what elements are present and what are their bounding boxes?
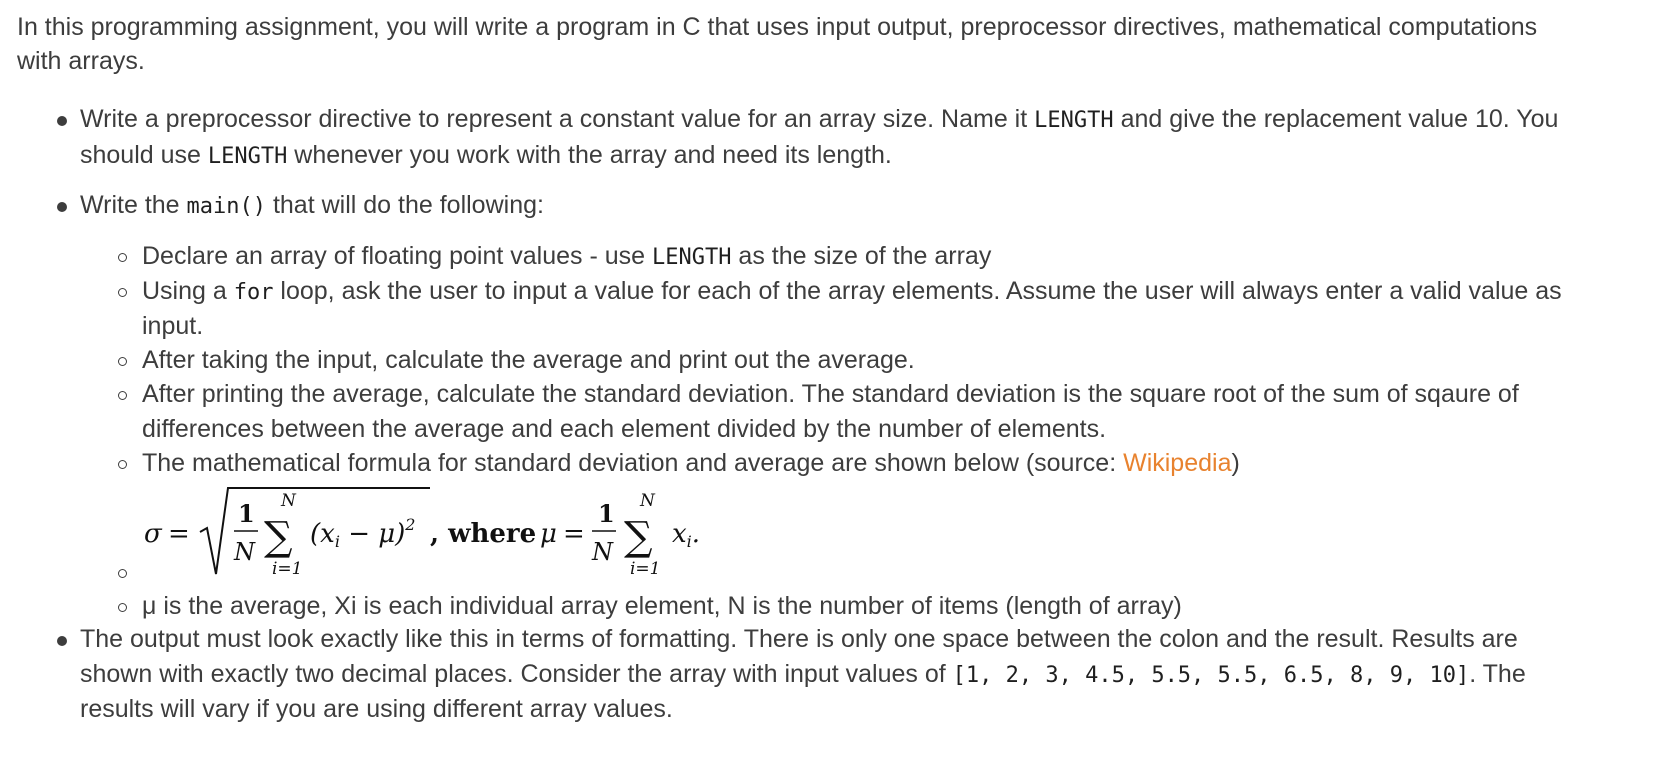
bullet-disc-icon — [57, 636, 67, 646]
sum-lower-limit: i=1 — [272, 559, 303, 579]
frac-numerator: 1 — [598, 499, 615, 528]
bullet1-text-d: whenever you work with the array and need its length. — [287, 141, 892, 169]
bullet-circle-icon — [118, 253, 127, 262]
bullet1-line-2 — [80, 137, 892, 175]
sub3-line: After taking the input, calculate the average and print out the average. — [142, 346, 915, 374]
sum-icon: ∑ — [624, 514, 653, 560]
bullet1-text-b: and give the replacement value 10. You — [1113, 105, 1559, 133]
length-code: LENGTH — [652, 245, 732, 270]
sub5-text-b: ) — [1231, 449, 1240, 477]
where-text: , where — [430, 519, 537, 549]
for-code: for — [233, 280, 274, 305]
bullet3-line-1: The output must look exactly like this in terms of formatting. There is only one space between the colon and the result. Results are — [80, 625, 1518, 653]
bullet1-text-c: should use — [80, 141, 208, 169]
sub4-line-1: After printing the average, calculate the standard deviation. The standard deviation is the square root of the sum of sqaure of — [142, 380, 1519, 408]
length-code: LENGTH — [207, 144, 288, 169]
sub2-text-a: Using a — [142, 277, 234, 305]
equals-sign: = — [563, 519, 585, 549]
array-values-code: [1, 2, 3, 4.5, 5.5, 5.5, 6.5, 8, 9, 10] — [952, 663, 1470, 688]
sub1-line — [142, 238, 991, 276]
bullet-circle-icon — [118, 357, 127, 366]
equals-sign: = — [168, 519, 190, 549]
intro-line-1: In this programming assignment, you will write a program in C that uses input output, preprocessor directives, mathematical computations — [17, 13, 1538, 41]
main-code: main() — [186, 194, 267, 219]
bullet-circle-icon — [118, 391, 127, 400]
sub2-line-2: input. — [142, 312, 204, 340]
bullet3-line-2 — [80, 656, 1526, 694]
sub5-text-a: The mathematical formula for standard deviation and average are shown below (source: — [142, 449, 1124, 477]
bullet-circle-icon — [118, 603, 127, 612]
x-term: xi. — [672, 519, 701, 551]
bullet-circle-icon — [118, 288, 127, 297]
sub2-line-1 — [142, 273, 1562, 311]
sum-lower-limit: i=1 — [630, 559, 661, 579]
sum-upper-limit: N — [281, 491, 296, 511]
sum-term: (xi − μ)$^2$ — [310, 515, 416, 551]
bullet2-text-a: Write the — [80, 191, 187, 219]
frac-denominator: N — [592, 538, 613, 566]
bullet3-line-3: results will vary if you are using different array values. — [80, 695, 673, 723]
bullet3-text-b: . The — [1469, 660, 1526, 688]
sub5-line — [142, 445, 1240, 481]
bullet-circle-icon — [118, 569, 127, 578]
sum-icon: ∑ — [264, 514, 293, 560]
length-code: LENGTH — [1034, 108, 1114, 133]
sum-upper-limit: N — [640, 491, 655, 511]
bullet2-text-b: that will do the following: — [266, 191, 544, 219]
sub2-text-b: loop, ask the user to input a value for each of the array elements. Assume the user will always enter a valid value as — [273, 277, 1562, 305]
sub4-line-2: differences between the average and each element divided by the number of elements. — [142, 415, 1107, 443]
sigma-symbol: σ — [144, 519, 162, 549]
bullet-circle-icon — [118, 460, 127, 469]
mu-symbol: μ — [540, 519, 557, 549]
intro-line-2: with arrays. — [17, 47, 145, 75]
bullet2-line — [80, 187, 544, 225]
wikipedia-link[interactable]: Wikipedia — [1123, 449, 1232, 477]
sub1-text-b: as the size of the array — [731, 242, 992, 270]
frac-numerator: 1 — [238, 499, 255, 528]
frac-denominator: N — [234, 538, 255, 566]
bullet3-text-a: shown with exactly two decimal places. Consider the array with input values of — [80, 660, 953, 688]
bullet1-line-1 — [80, 101, 1558, 139]
std-dev-formula — [140, 484, 720, 580]
sub7-line: μ is the average, Xi is each individual array element, N is the number of items (length of array) — [142, 592, 1182, 620]
bullet-disc-icon — [57, 202, 67, 212]
sub1-text-a: Declare an array of floating point values - use — [142, 242, 652, 270]
bullet1-text-a: Write a preprocessor directive to represent a constant value for an array size. Name it — [80, 105, 1035, 133]
bullet-disc-icon — [57, 116, 67, 126]
